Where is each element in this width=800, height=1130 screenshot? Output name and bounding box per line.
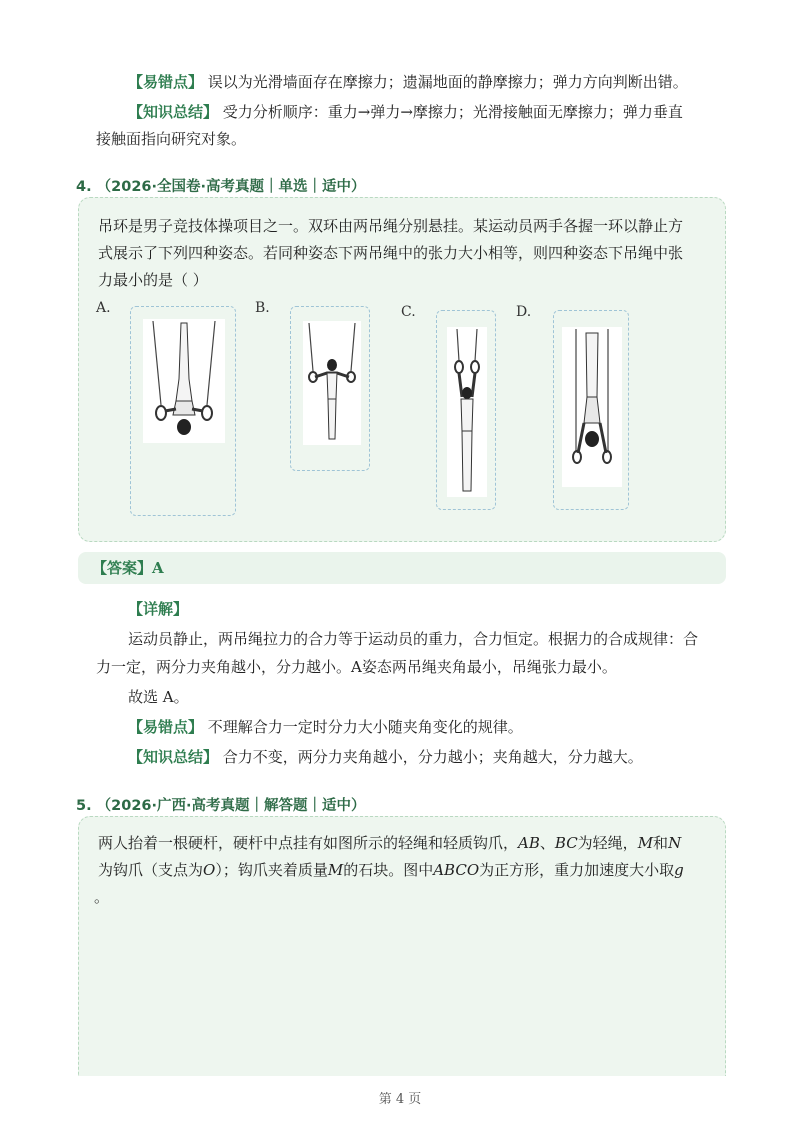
option-d-figure-frame[interactable] — [553, 310, 629, 510]
q4-knowledge-summary-text: 合力不变，两分力夹角越小，分力越小；夹角越大，分力越大。 — [222, 748, 643, 766]
q4-error-point-text: 不理解合力一定时分力大小随夹角变化的规律。 — [207, 718, 523, 736]
answer-text: 【答案】A — [92, 559, 164, 577]
option-c-label: C. — [401, 304, 416, 320]
detail-line-3: 故选 A。 — [128, 688, 189, 706]
option-b-label: B. — [255, 300, 270, 316]
page-number: 第 4 页 — [378, 1092, 422, 1107]
gymnast-handstand-narrow-icon — [562, 327, 622, 487]
error-point-text: 误以为光滑墙面存在摩擦力；遗漏地面的静摩擦力；弹力方向判断出错。 — [207, 73, 688, 91]
question-4-header: 4. （2026·全国卷·高考真题｜单选｜适中） — [76, 179, 366, 195]
q4-knowledge-summary-line — [128, 746, 643, 768]
option-a-figure-frame[interactable] — [130, 306, 236, 516]
detail-tag: 【详解】 — [128, 600, 189, 618]
question-5-box — [78, 816, 726, 1076]
option-a-label: A. — [96, 300, 111, 316]
q4-error-point-line — [128, 716, 523, 738]
question-5-stem-line-3: 。 — [94, 888, 110, 906]
error-point-line — [128, 71, 688, 93]
option-d-label: D. — [516, 304, 532, 320]
question-5-stem-line-1: 两人抬着一根硬杆，硬杆中点挂有如图所示的轻绳和轻质钩爪，AB、BC为轻绳，M和N — [98, 834, 682, 852]
question-4-stem-line-1: 吊环是男子竞技体操项目之一。双环由两吊绳分别悬挂。某运动员两手各握一环以静止方 — [98, 217, 684, 235]
knowledge-summary-continued: 接触面指向研究对象。 — [96, 130, 247, 148]
error-point-tag: 【易错点】 — [128, 73, 204, 91]
q4-knowledge-summary-tag: 【知识总结】 — [128, 748, 219, 766]
knowledge-summary-tag: 【知识总结】 — [128, 103, 219, 121]
knowledge-summary-text: 受力分析顺序：重力→弹力→摩擦力；光滑接触面无摩擦力；弹力垂直 — [222, 103, 683, 121]
question-5-header: 5. （2026·广西·高考真题｜解答题｜适中） — [76, 798, 366, 814]
option-b-figure-frame[interactable] — [290, 306, 370, 471]
detail-line-2: 力一定，两分力夹角越小，分力越小。A姿态两吊绳夹角最小，吊绳张力最小。 — [96, 658, 617, 676]
gymnast-hang-icon — [447, 327, 487, 497]
detail-line-1: 运动员静止，两吊绳拉力的合力等于运动员的重力，合力恒定。根据力的合成规律：合 — [128, 630, 699, 648]
option-c-figure-frame[interactable] — [436, 310, 496, 510]
gymnast-handstand-wide-icon — [143, 319, 225, 443]
option-b-figure — [303, 321, 361, 445]
option-a-figure — [143, 319, 225, 443]
option-d-figure — [562, 327, 622, 487]
gymnast-iron-cross-icon — [303, 321, 361, 445]
question-5-stem-line-2: 为钩爪（支点为O）；钩爪夹着质量M的石块。图中ABCO为正方形，重力加速度大小取g — [98, 861, 684, 879]
option-c-figure — [447, 327, 487, 497]
answer-bar — [78, 552, 726, 584]
question-4-stem-line-3: 力最小的是（ ） — [98, 271, 208, 289]
q4-error-point-tag: 【易错点】 — [128, 718, 204, 736]
question-4-stem-line-2: 式展示了下列四种姿态。若同种姿态下两吊绳中的张力大小相等，则四种姿态下吊绳中张 — [98, 244, 684, 262]
knowledge-summary-line — [128, 101, 683, 123]
